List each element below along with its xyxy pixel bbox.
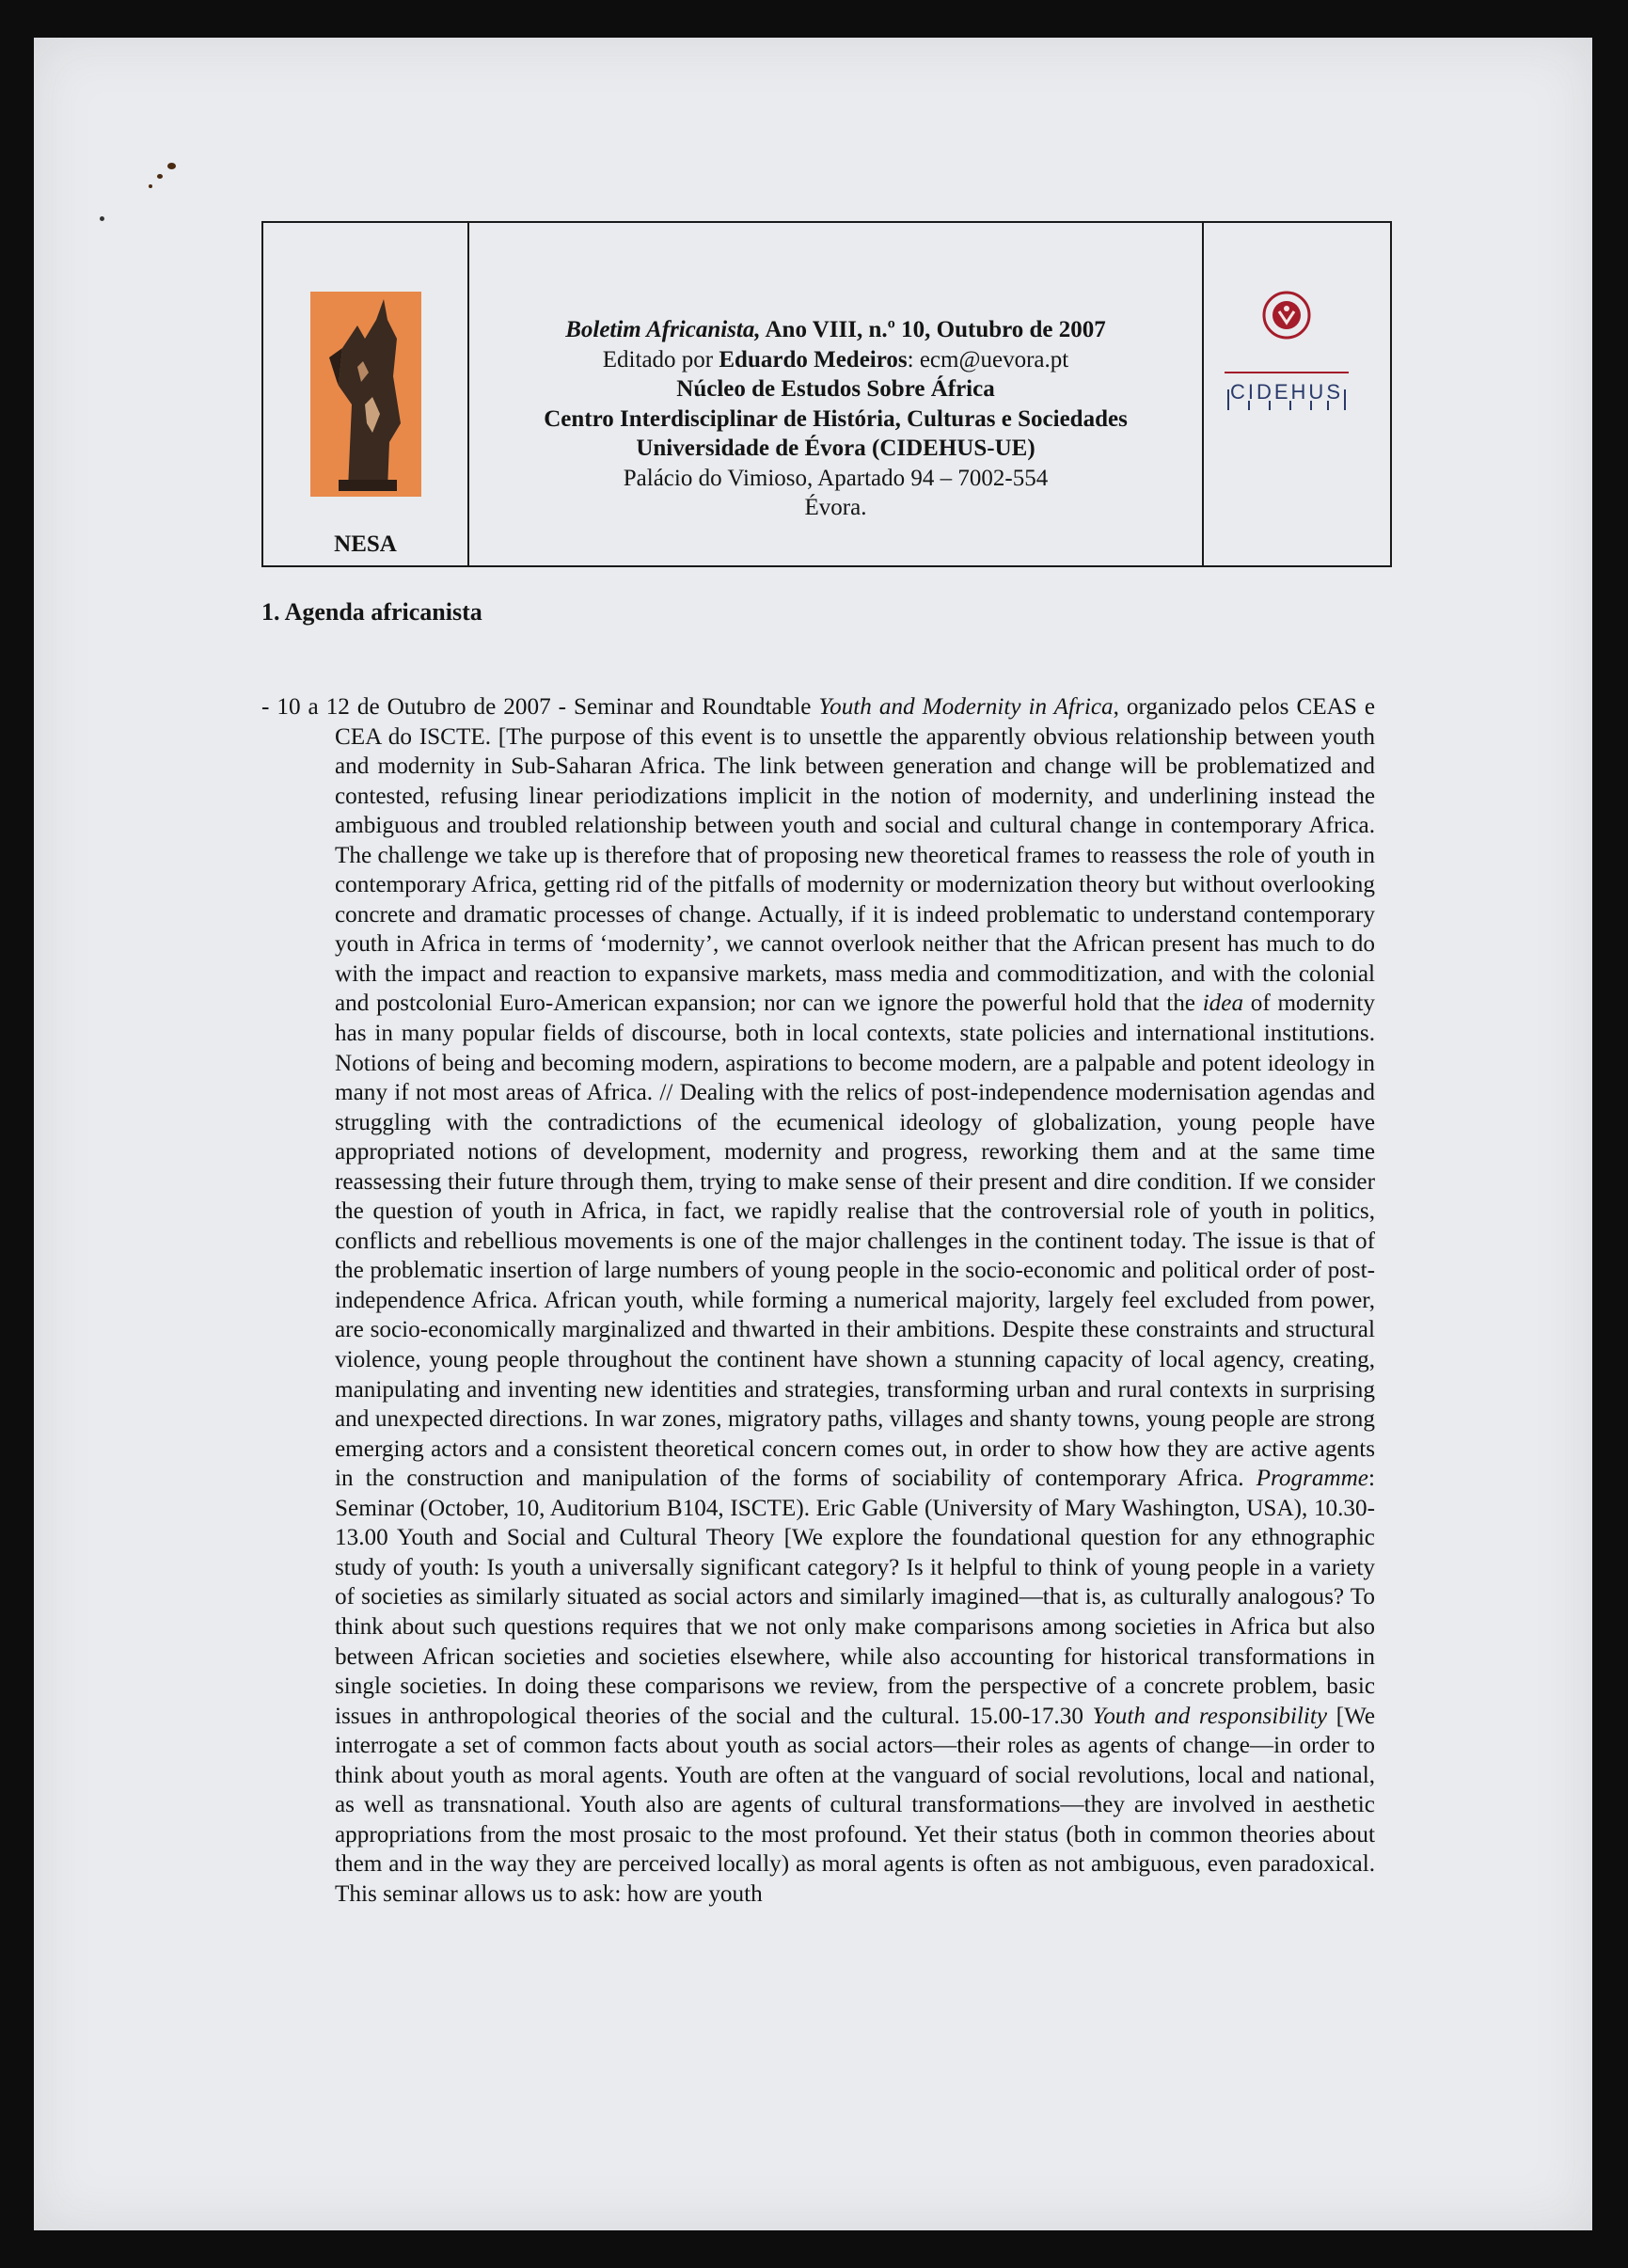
entry-text-1: , organizado pelos CEAS e CEA do ISCTE. [The purpose of this event is to unsettle the apparently obvious relationship between youth and modernity in Sub-Saharan Africa. The link between generation and change will be problematized and contested, refusing linear periodizations implicit in the notion of modernity, and underlining instead the ambiguous and troubled relationship between youth and social and cultural change in contemporary Africa. The challenge we take up is therefore that of proposing new theoretical frames to reassess the role of youth in contemporary Africa, getting rid of the pitfalls of modernity or modernization theory but without overlooking concrete and dramatic processes of change. Actually, if it is indeed problematic to understand contemporary youth in Africa in terms of ‘modernity’, we cannot overlook neither that the African present has much to do with the impact and reaction to expansive markets, mass media and commoditization, and with the colonial and postcolonial Euro-American expansion; nor can we ignore the powerful hold that the [335, 694, 1375, 1017]
editor-line [469, 345, 1202, 375]
institute-line: Centro Interdisciplinar de História, Culturas e Sociedades [544, 405, 1128, 432]
editor-prefix: Editado por [602, 346, 719, 373]
emphasis-idea: idea [1202, 991, 1244, 1017]
ink-speck [100, 216, 104, 221]
editor-email[interactable]: : ecm@uevora.pt [907, 346, 1069, 373]
entry-text-3: : Seminar (October, 10, Auditorium B104, ISCTE). Eric Gable (University of Mary Washington, USA), 10.30-13.00 Youth and Social and Cultural Theory [We explore the foundational question for any ethnographic study of youth: Is youth a universally significant category? Is it helpful to think of young people in a variety of societies as similarly situated as social actors and similarly imagined—that is, as culturally analogous? To think about such questions requires that we not only make comparisons among societies in Africa but also between African societies and societies elsewhere, while also accounting for historical transformations in single societies. In doing these comparisons we review, from the perspective of a concrete problem, basic issues in anthropological theories of the social and the cultural. 15.00-17.30 [335, 1466, 1375, 1729]
section-heading: 1. Agenda africanista [261, 598, 482, 626]
university-seal-icon [1262, 291, 1311, 340]
masthead-left-cell [263, 223, 469, 565]
ink-speck [167, 163, 176, 169]
programme-label: Programme [1256, 1466, 1368, 1492]
entry-text-4: [We interrogate a set of common facts about youth as social actors—their roles as agents of change—in order to think about youth as moral agents. Youth are often at the vanguard of social revolutions, local and national, as well as transnational. Youth also are agents of cultural transformations—they are involved in aesthetic appropriations from the most prosaic to the most profound. Yet their status (both in common theories about them and in the way they are perceived locally) as moral agents is often as not ambiguous, even paradoxical. This seminar allows us to ask: how are youth [335, 1703, 1376, 1907]
editor-name: Eduardo Medeiros [719, 346, 908, 373]
entry-text-2: of modernity has in many popular fields of discourse, both in local contexts, state policies and international institutions. Notions of being and becoming modern, aspirations to become modern, are a palpable and potent ideology in many if not most areas of Africa. // Dealing with the relics of post-independence modernisation agendas and struggling with the contradictions of the ecumenical ideology of globalization, young people have appropriated notions of development, modernity and progress, reworking them and at the same time reassessing their future through them, trying to make sense of their present and dire condition. If we consider the question of youth in Africa, in fact, we rapidly realise that the controversial role of youth in politics, conflicts and rebellious movements is one of the major challenges in the continent today. The issue is that of the problematic insertion of large numbers of young people in the socio-economic and political order of post-independence Africa. African youth, while forming a numerical majority, largely feel excluded from power, are socio-economically marginalized and thwarted in their ambitions. Despite these constraints and structural violence, young people throughout the continent have shown a stunning capacity of local agency, creating, manipulating and inventing new identities and strategies, transforming urban and rural contexts in surprising and unexpected directions. In war zones, migratory paths, villages and shanty towns, young people are strong emerging actors and a consistent theoretical concern comes out, in order to show how they are active agents in the construction and manipulation of the forms of sociability of contemporary Africa. [335, 991, 1375, 1492]
ink-speck [157, 174, 163, 179]
masthead-right-cell [1204, 223, 1390, 565]
nesa-sculpture-logo [310, 292, 421, 497]
ink-speck [149, 184, 152, 188]
event-title: Youth and Modernity in Africa [818, 694, 1114, 720]
cidehus-logo [1221, 369, 1352, 416]
session-title: Youth and responsibility [1092, 1703, 1328, 1729]
address-line: Palácio do Vimioso, Apartado 94 – 7002-554 [623, 465, 1049, 491]
city-line: Évora. [804, 495, 867, 520]
university-line: Universidade de Évora (CIDEHUS-UE) [636, 436, 1035, 461]
center-name-line: Núcleo de Estudos Sobre África [676, 376, 995, 402]
nesa-label: NESA [334, 531, 397, 557]
issue-info: Ano VIII, n.º 10, Outubro de 2007 [760, 317, 1106, 342]
cidehus-logo-text: CIDEHUS [1229, 380, 1344, 404]
masthead-table [261, 221, 1392, 567]
masthead-center-cell [469, 223, 1204, 565]
issue-line [469, 315, 1202, 345]
journal-title: Boletim Africanista, [565, 317, 761, 342]
agenda-entry [261, 692, 1375, 1909]
entry-intro: - 10 a 12 de Outubro de 2007 - Seminar and Roundtable [261, 694, 819, 720]
